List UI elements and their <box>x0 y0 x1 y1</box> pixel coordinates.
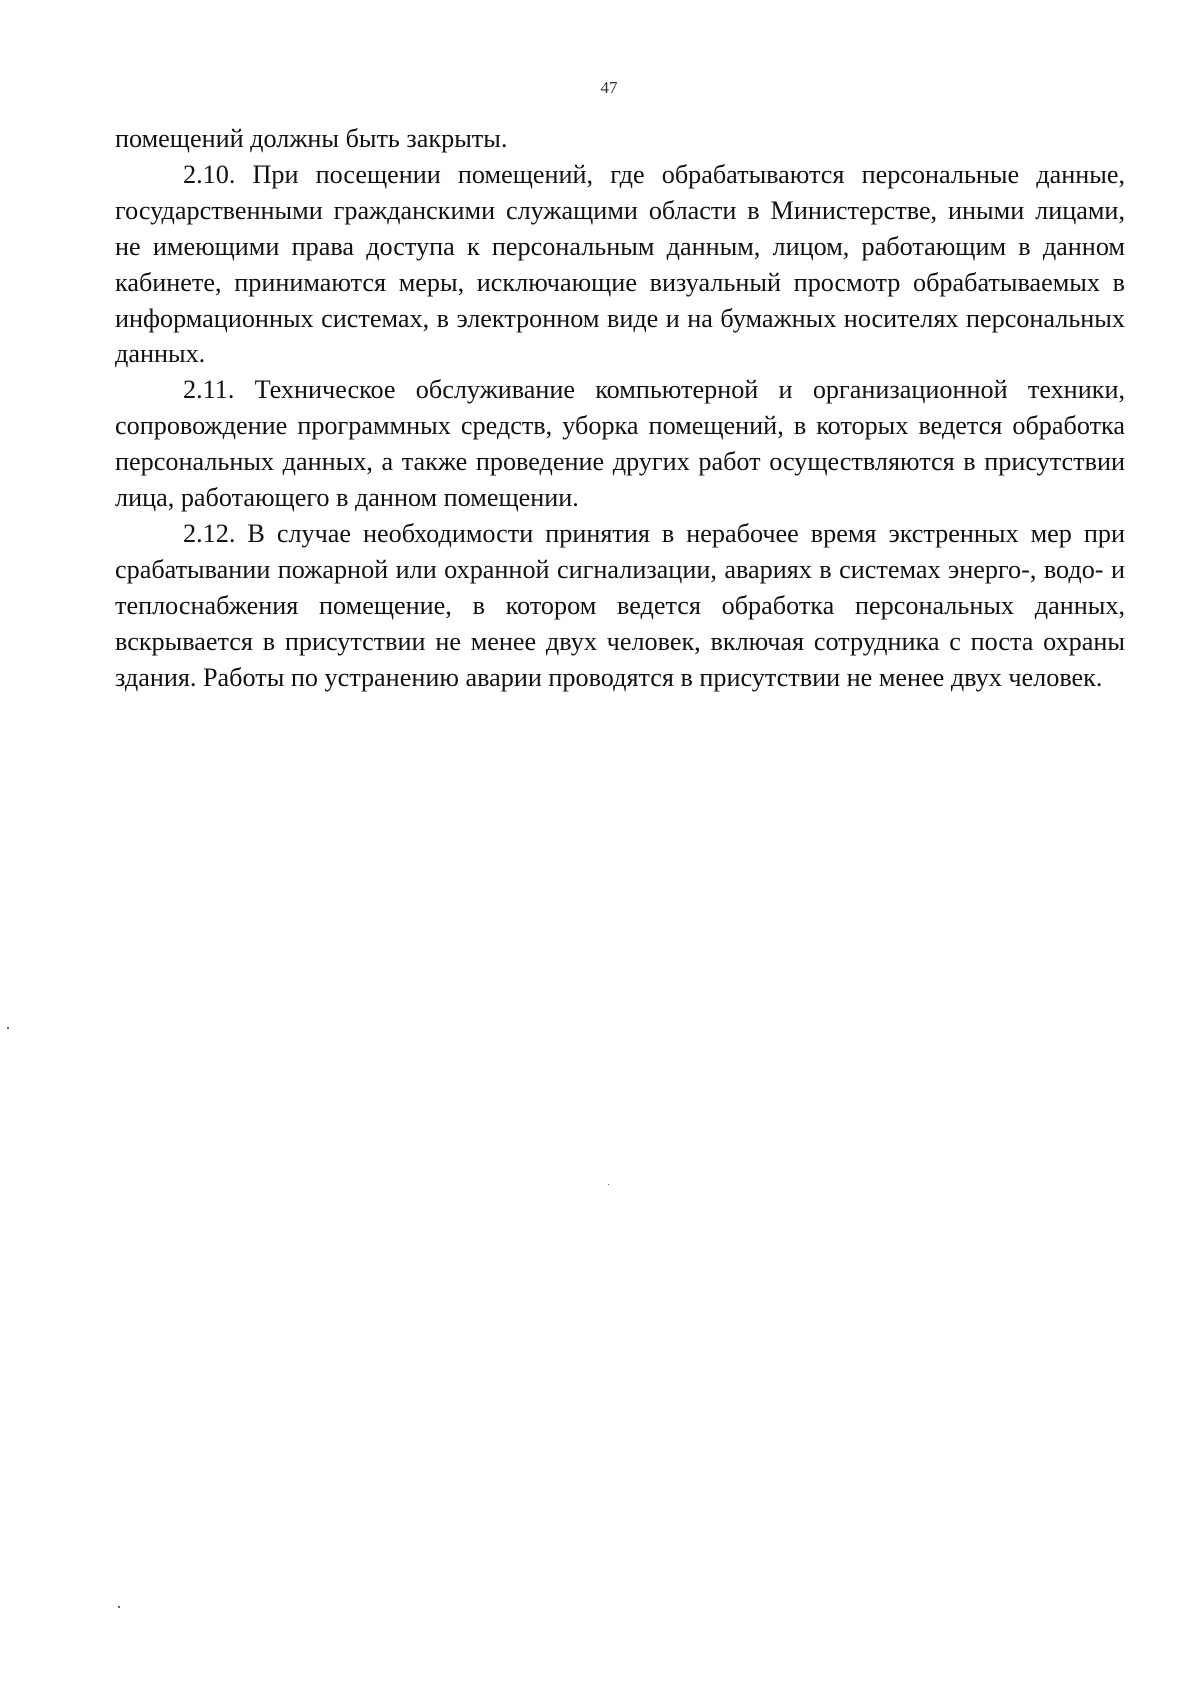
paragraph-2-12: 2.12. В случае необходимости принятия в нерабочее время экстренных мер при срабатывании пожарной или охранной сигнализации, авариях в системах энерго-, водо- и теплоснабжения помещение, в котором ведется обработка персональных данных, вскрывается в присутствии не менее двух человек, включая сотрудника с поста охраны здания. Работы по устранению аварии проводятся в присутствии не менее двух человек. <box>115 518 1125 692</box>
document-body <box>115 121 1125 696</box>
paragraph-continuation: помещений должны быть закрыты. <box>115 124 508 153</box>
paragraph-2-10: 2.10. При посещении помещений, где обрабатываются персональные данные, государственными гражданскими служащими области в Министерстве, иными лицами, не имеющими права доступа к персональным данным, лицом, работающим в данном кабинете, принимаются меры, исключающие визуальный просмотр обрабатываемых в информационных системах, в электронном виде и на бумажных носителях персональных данных. <box>115 159 1125 369</box>
scan-speck <box>7 1027 9 1029</box>
page-number: 47 <box>600 78 618 97</box>
scan-speck <box>608 1184 609 1185</box>
scan-speck <box>118 1606 120 1608</box>
paragraph-2-11: 2.11. Техническое обслуживание компьютерной и организационной техники, сопровождение программных средств, уборка помещений, в которых ведется обработка персональных данных, а также проведение других работ осуществляются в присутствии лица, работающего в данном помещении. <box>115 375 1125 513</box>
